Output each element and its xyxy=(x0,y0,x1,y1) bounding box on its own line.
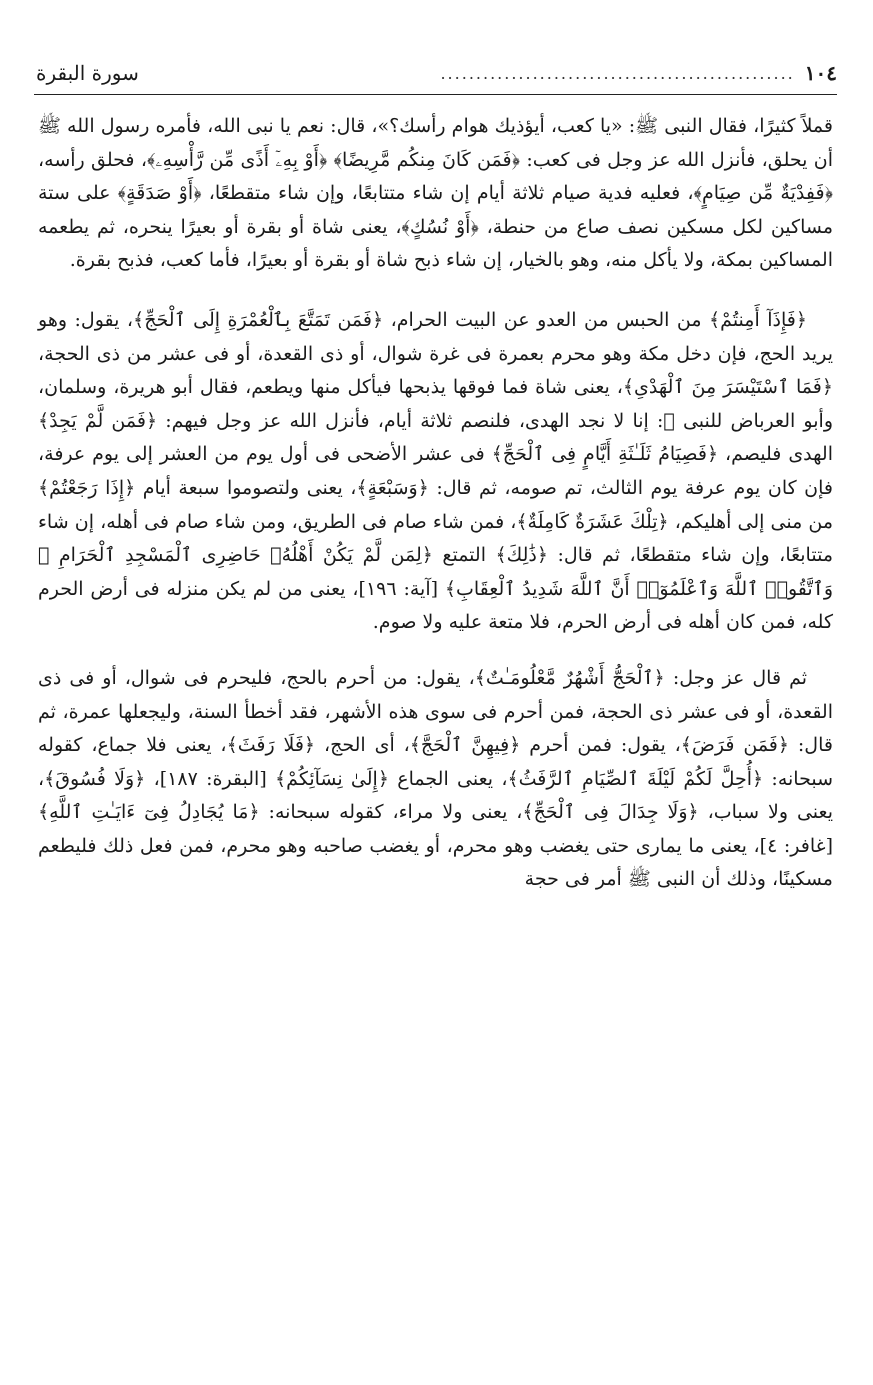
page-number: ١٠٤ xyxy=(804,61,837,85)
paragraph-2: ﴿فَإِذَآ أَمِنتُمْ﴾ من الحبس من العدو عن البيت الحرام، ﴿فَمَن تَمَتَّعَ بِٱلْعُمْرَةِ إِلَى ٱلْحَجِّ﴾، يقول: وهو يريد الحج، فإن دخل مكة وهو محرم بعمرة فى غرة شوال، أو ذى القعدة، أو فى عشر من ذى الحجة، ﴿فَمَا ٱسْتَيْسَرَ مِنَ ٱلْهَدْىِ﴾، يعنى شاة فما فوقها يذبحها فيأكل منها ويطعم، فقال أبو هريرة، وسلمان، وأبو العرباض للنبى ﷺ: إنا لا نجد الهدى، فلنصم ثلاثة أيام، فأنزل الله عز وجل فيهم: ﴿فَمَن لَّمْ يَجِدْ﴾ الهدى فليصم، ﴿فَصِيَامُ ثَلَـٰثَةِ أَيَّامٍ فِى ٱلْحَجِّ﴾ فى عشر الأضحى فى أول يوم من العشر إلى يوم عرفة، فإن كان يوم عرفة يوم الثالث، تم صومه، ثم قال: ﴿وَسَبْعَةٍ﴾، يعنى ولتصوموا سبعة أيام ﴿إِذَا رَجَعْتُمْ﴾ من منى إلى أهليكم، ﴿تِلْكَ عَشَرَةٌ كَامِلَةٌ﴾، فمن شاء صام فى الطريق، ومن شاء صام فى أهله، إن شاء متتابعًا، وإن شاء متقطعًا، ثم قال: ﴿ذَٰلِكَ﴾ التمتع ﴿لِمَن لَّمْ يَكُنْ أَهْلُهُۥ حَاضِرِى ٱلْمَسْجِدِ ٱلْحَرَامِ ۚ وَٱتَّقُوا۟ ٱللَّهَ وَٱعْلَمُوٓا۟ أَنَّ ٱللَّهَ شَدِيدُ ٱلْعِقَابِ﴾ [آية: ١٩٦]، يعنى من لم يكن منزله فى أرض الحرم كله، فمن كان أهله فى أرض الحرم، فلا متعة عليه ولا صوم. xyxy=(38,308,833,634)
running-header xyxy=(36,56,837,90)
header-rule xyxy=(34,94,837,95)
paragraph-3: ثم قال عز وجل: ﴿ٱلْحَجُّ أَشْهُرٌ مَّعْلُومَـٰتٌ﴾، يقول: من أحرم بالحج، فليحرم فى شوال، أو فى ذى القعدة، أو فى عشر ذى الحجة، فمن أحرم فى سوى هذه الأشهر، فقد أخطأ السنة، وليجعلها عمرة، ثم قال: ﴿فَمَن فَرَضَ﴾، يقول: فمن أحرم ﴿فِيهِنَّ ٱلْحَجَّ﴾، أى الحج، ﴿فَلَا رَفَثَ﴾، يعنى فلا جماع، كقوله سبحانه: ﴿أُحِلَّ لَكُمْ لَيْلَةَ ٱلصِّيَامِ ٱلرَّفَثُ﴾، يعنى الجماع ﴿إِلَىٰ نِسَآئِكُمْ﴾ [البقرة: ١٨٧]، ﴿وَلَا فُسُوقَ﴾، يعنى ولا سباب، ﴿وَلَا جِدَالَ فِى ٱلْحَجِّ﴾، يعنى ولا مراء، كقوله سبحانه: ﴿مَا يُجَادِلُ فِىٓ ءَايَـٰتِ ٱللَّهِ﴾ [غافر: ٤]، يعنى ما يمارى حتى يغضب وهو محرم، أو يغضب صاحبه وهو محرم، فمن فعل ذلك فليطعم مسكينًا، وذلك أن النبى ﷺ أمر فى حجة xyxy=(38,666,834,891)
body-text xyxy=(38,110,833,897)
paragraph-spacer xyxy=(38,640,833,662)
header-leader-dots: .................................................. xyxy=(440,63,795,83)
surah-title: سورة البقرة xyxy=(35,61,139,85)
paragraph-spacer xyxy=(38,278,833,304)
paragraph-1: قملاً كثيرًا، فقال النبى ﷺ: «يا كعب، أيؤذيك هوام رأسك؟»، قال: نعم يا نبى الله، فأمره رسول الله ﷺ أن يحلق، فأنزل الله عز وجل فى كعب: ﴿فَمَن كَانَ مِنكُم مَّرِيضًا﴾ ﴿أَوْ بِهِۦٓ أَذًى مِّن رَّأْسِهِۦ﴾، فحلق رأسه، ﴿فَفِدْيَةٌ مِّن صِيَامٍ﴾، فعليه فدية صيام ثلاثة أيام إن شاء متتابعًا، وإن شاء متقطعًا، ﴿أَوْ صَدَقَةٍ﴾ على ستة مساكين لكل مسكين نصف صاع من حنطة، ﴿أَوْ نُسُكٍ﴾، يعنى شاة أو بقرة أو بعيرًا ينحره، ثم يطعمه المساكين بمكة، ولا يأكل منه، وهو بالخيار، إن شاء ذبح شاة أو بقرة أو بعيرًا، فأما كعب، فذبح بقرة. xyxy=(38,115,833,272)
